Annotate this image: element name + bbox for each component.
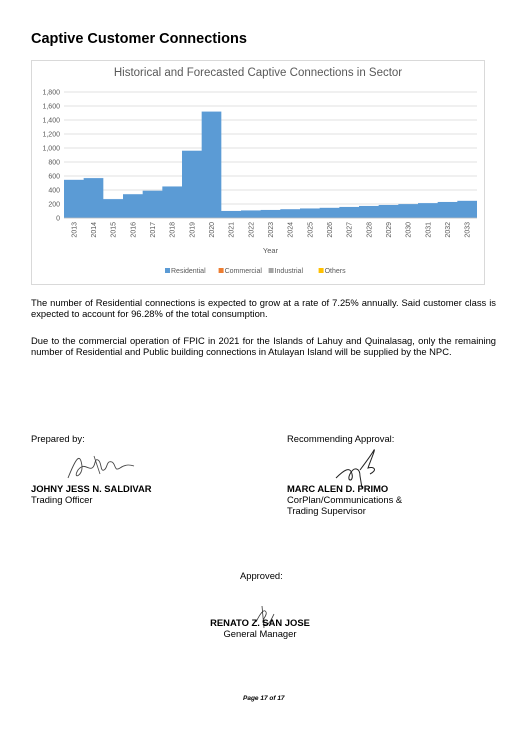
x-tick-label: 2031 xyxy=(425,222,433,238)
chart-container xyxy=(31,60,485,285)
x-tick-label: 2023 xyxy=(268,222,275,238)
y-tick-label: 400 xyxy=(48,187,60,195)
recommending-title-line1: CorPlan/Communications & xyxy=(287,494,403,505)
x-tick-label: 2018 xyxy=(169,222,177,238)
y-tick-label: 1,200 xyxy=(42,131,60,139)
x-tick-label: 2028 xyxy=(366,222,374,238)
x-tick-label: 2029 xyxy=(386,222,393,238)
x-tick-label: 2019 xyxy=(189,222,197,238)
y-tick-label: 1,800 xyxy=(42,89,60,97)
legend-label: Industrial xyxy=(274,268,304,275)
x-axis-title: Year xyxy=(262,246,279,255)
y-tick-label: 1,400 xyxy=(42,117,60,125)
page-footer: Page 17 of 17 xyxy=(243,695,285,702)
y-tick-label: 800 xyxy=(48,159,60,167)
x-tick-label: 2030 xyxy=(405,222,413,238)
paragraph-fpic: Due to the commercial operation of FPIC in 2021 for the Islands of Lahuy and Quinalasag, only the remaining number of Residential and Public building connections in Atulayan Island will be supplied by the NPC. xyxy=(31,335,496,357)
x-tick-label: 2021 xyxy=(228,222,236,238)
x-tick-label: 2013 xyxy=(71,222,79,238)
y-tick-label: 1,000 xyxy=(42,145,60,153)
x-tick-label: 2014 xyxy=(91,222,98,238)
y-tick-label: 600 xyxy=(48,173,60,181)
y-tick-label: 200 xyxy=(48,201,60,209)
section-heading: Captive Customer Connections xyxy=(31,31,247,47)
prepared-label: Prepared by: xyxy=(31,433,85,444)
prepared-title: Trading Officer xyxy=(31,494,93,505)
x-tick-label: 2017 xyxy=(150,222,157,238)
legend-swatch xyxy=(219,268,224,273)
approved-name: RENATO Z. SAN JOSE xyxy=(210,617,310,628)
recommending-name: MARC ALEN D. PRIMO xyxy=(287,483,389,494)
legend-swatch xyxy=(165,268,170,273)
paragraph-growth: The number of Residential connections is expected to grow at a rate of 7.25% annually. Said customer class is expected to account for 96.28% of the total consumption. xyxy=(31,297,496,319)
legend-swatch xyxy=(319,268,324,273)
legend-label: Residential xyxy=(171,268,206,275)
chart-title: Historical and Forecasted Captive Connections in Sector xyxy=(113,67,403,79)
x-tick-label: 2024 xyxy=(287,222,295,238)
approved-title: General Manager xyxy=(223,628,297,639)
legend-label: Others xyxy=(324,268,346,275)
x-tick-label: 2033 xyxy=(464,222,472,238)
y-tick-label: 1,600 xyxy=(42,103,60,111)
legend-label: Commercial xyxy=(224,268,262,275)
y-tick-label: 0 xyxy=(56,215,60,223)
area-chart xyxy=(32,61,484,284)
x-tick-label: 2027 xyxy=(346,222,354,238)
x-tick-label: 2032 xyxy=(445,222,452,238)
recommending-label: Recommending Approval: xyxy=(287,433,395,444)
recommending-title-line2: Trading Supervisor xyxy=(287,505,366,516)
x-tick-label: 2026 xyxy=(327,222,334,238)
x-tick-label: 2022 xyxy=(248,222,256,238)
legend-swatch xyxy=(269,268,274,273)
approved-label: Approved: xyxy=(240,570,283,581)
series-area-residential xyxy=(64,112,477,218)
x-tick-label: 2020 xyxy=(209,222,216,238)
x-tick-label: 2025 xyxy=(307,222,315,238)
prepared-name: JOHNY JESS N. SALDIVAR xyxy=(31,483,152,494)
x-tick-label: 2015 xyxy=(110,222,118,238)
x-tick-label: 2016 xyxy=(130,222,138,238)
signature-saldivar xyxy=(58,448,148,484)
